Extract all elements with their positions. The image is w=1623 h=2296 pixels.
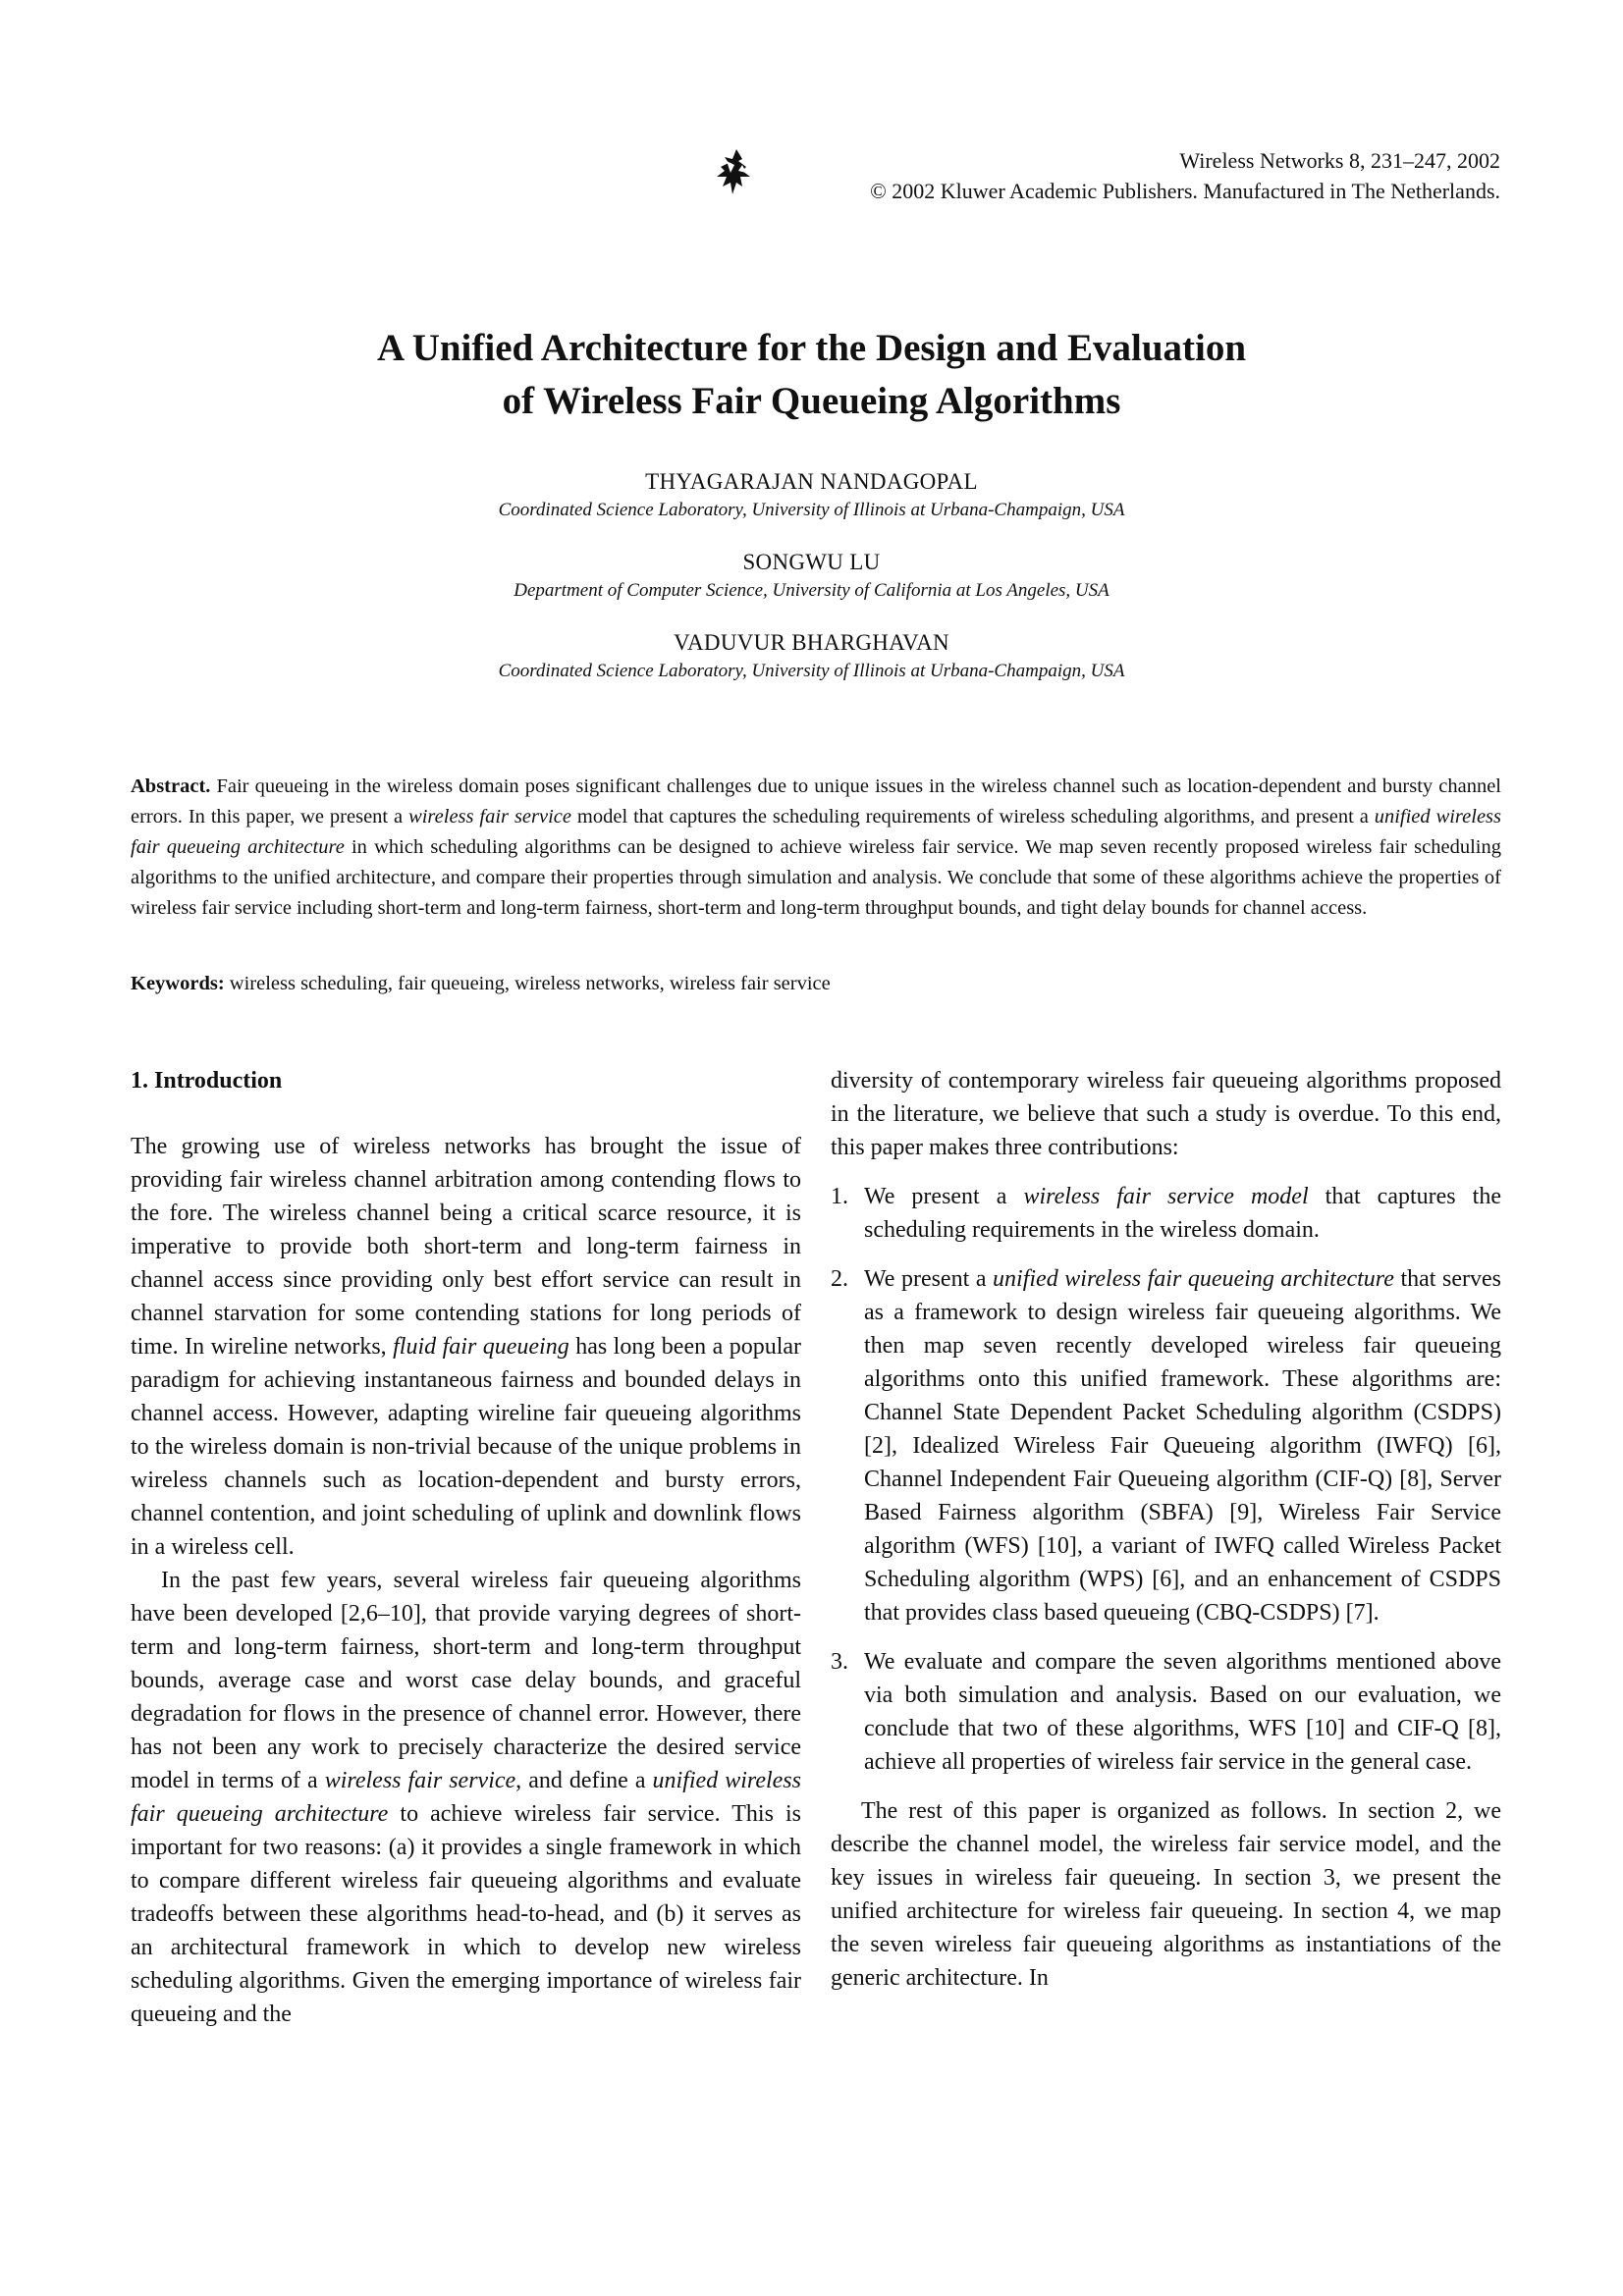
paragraph-text: In the past few years, several wireless fair queueing algorithms have been developed [2,6–10], that provide varying degrees of short-term and long-term fairness, short-term and long-term throughput bounds, average case and worst case delay bounds, and graceful degradation for flows in the presence of channel error. However, there has not been any work to precisely characterize the desired service model in terms of a [131,1568,801,1793]
author-affiliation: Department of Computer Science, University of California at Los Angeles, USA [514,580,1109,601]
author-affiliation: Coordinated Science Laboratory, University of Illinois at Urbana-Champaign, USA [498,500,1125,520]
paragraph-text: that captures the scheduling requirements in the wireless domain. [864,1184,1502,1243]
abstract [131,772,1501,924]
author-name: THYAGARAJAN NANDAGOPAL [645,469,978,494]
paragraph-text: that serves as a framework to design wireless fair queueing algorithms. We then map seven recently developed wireless fair queueing algorithms onto this unified framework. These algorithms are: Channel State Dependent Packet Scheduling algorithm (CSDPS) [2], Idealized Wireless Fair Queueing algorithm (IWFQ) [6], Channel Independent Fair Queueing algorithm (CIF-Q) [8], Server Based Fairness algorithm (SBFA) [9], Wireless Fair Service algorithm (WFS) [10], a variant of IWFQ called Wireless Packet Scheduling algorithm (WPS) [6], and an enhancement of CSDPS that provides class based queueing (CBQ-CSDPS) [7]. [864,1266,1502,1626]
author-block [0,628,1623,685]
paragraph-emphasis: unified wireless fair queueing architecture [993,1266,1394,1292]
paragraph-emphasis: wireless fair service model [1023,1184,1309,1209]
publisher-logo-icon [713,147,760,196]
abstract-emphasis: unified wireless fair queueing architecture [131,806,1502,858]
section-heading: 1. Introduction [131,1068,283,1094]
keywords-label: Keywords: [131,973,225,994]
paragraph-emphasis: unified wireless fair queueing architecture [131,1768,801,1827]
author-name: VADUVUR BHARGHAVAN [674,630,949,655]
abstract-label: Abstract. [131,775,211,797]
author-block [0,467,1623,524]
paper-title [0,322,1623,428]
keywords [131,969,1501,999]
abstract-text: in which scheduling algorithms can be designed to achieve wireless fair service. We map seven recently proposed wireless fair scheduling algorithms to the unified architecture, and compare their properties through simulation and analysis. We conclude that some of these algorithms achieve the properties of wireless fair service including short-term and long-term fairness, short-term and long-term throughput bounds, and tight delay bounds for channel access. [131,836,1501,919]
journal-header [870,145,1500,206]
author-name: SONGWU LU [742,550,881,574]
paragraph: The rest of this paper is organized as follows. In section 2, we describe the channel model, the wireless fair service model, and the key issues in wireless fair queueing. In section 3, we present the unified architecture for wireless fair queueing. In section 4, we map the seven wireless fair queueing algorithms as instantiations of the generic architecture. In [831,1798,1501,1991]
list-item [831,1645,1501,1779]
paragraph-emphasis: fluid fair queueing [393,1334,569,1360]
list-number: 1. [831,1184,848,1209]
paragraph [131,1564,801,2031]
paragraph-text: , and define a [515,1768,653,1793]
paragraph [131,1130,801,1564]
paragraph-emphasis: wireless fair service [324,1768,516,1793]
abstract-text: model that captures the scheduling requirements of wireless scheduling algorithms, and present a [571,806,1375,828]
journal-citation: Wireless Networks 8, 231–247, 2002 [1179,148,1500,173]
title-line-1: A Unified Architecture for the Design and Evaluation [376,327,1247,369]
list-item-text [864,1180,1501,1247]
abstract-emphasis: wireless fair service [408,806,571,828]
paragraph-text: has long been a popular paradigm for achieving instantaneous fairness and bounded delays in channel access. However, adapting wireline fair queueing algorithms to the wireless domain is non-trivial because of the unique problems in wireless channels such as location-dependent and bursty errors, channel contention, and joint scheduling of uplink and downlink flows in a wireless cell. [131,1334,802,1560]
list-item [831,1262,1501,1629]
paragraph-text: to achieve wireless fair service. This is important for two reasons: (a) it provides a single framework in which to compare different wireless fair queueing algorithms and evaluate tradeoffs between these algorithms head-to-head, and (b) it serves as an architectural framework in which to develop new wireless scheduling algorithms. Given the emerging importance of wireless fair queueing and the [131,1801,801,2027]
abstract-text: Fair queueing in the wireless domain poses significant challenges due to unique issues in the wireless channel such as location-dependent and bursty channel errors. In this paper, we present a [131,775,1501,828]
keywords-text: wireless scheduling, fair queueing, wireless networks, wireless fair service [224,973,831,994]
author-affiliation: Coordinated Science Laboratory, University of Illinois at Urbana-Champaign, USA [498,661,1125,681]
paragraph-text: We present a [864,1184,1024,1209]
author-block [0,548,1623,605]
list-item-text: We evaluate and compare the seven algorithms mentioned above via both simulation and analysis. Based on our evaluation, we conclude that two of these algorithms, WFS [10] and CIF-Q [8], achieve all properties of wireless fair service in the general case. [864,1649,1501,1775]
paragraph-text: The growing use of wireless networks has brought the issue of providing fair wireless channel arbitration among contending flows to the fore. The wireless channel being a critical scarce resource, it is imperative to provide both short-term and long-term fairness in channel access since providing only best effort service can result in channel starvation for some contending stations for long periods of time. In wireline networks, [131,1134,801,1360]
list-number: 3. [831,1649,848,1675]
author-list [0,467,1623,709]
right-column [831,1064,1501,1995]
paragraph-text: We present a [864,1266,994,1292]
journal-copyright: © 2002 Kluwer Academic Publishers. Manufactured in The Netherlands. [870,179,1500,203]
paragraph: diversity of contemporary wireless fair queueing algorithms proposed in the literature, we believe that such a study is overdue. To this end, this paper makes three contributions: [831,1068,1501,1160]
list-item-text [864,1262,1501,1629]
left-column [131,1064,801,2031]
list-number: 2. [831,1266,848,1292]
title-line-2: of Wireless Fair Queueing Algorithms [502,380,1121,422]
list-item [831,1180,1501,1247]
